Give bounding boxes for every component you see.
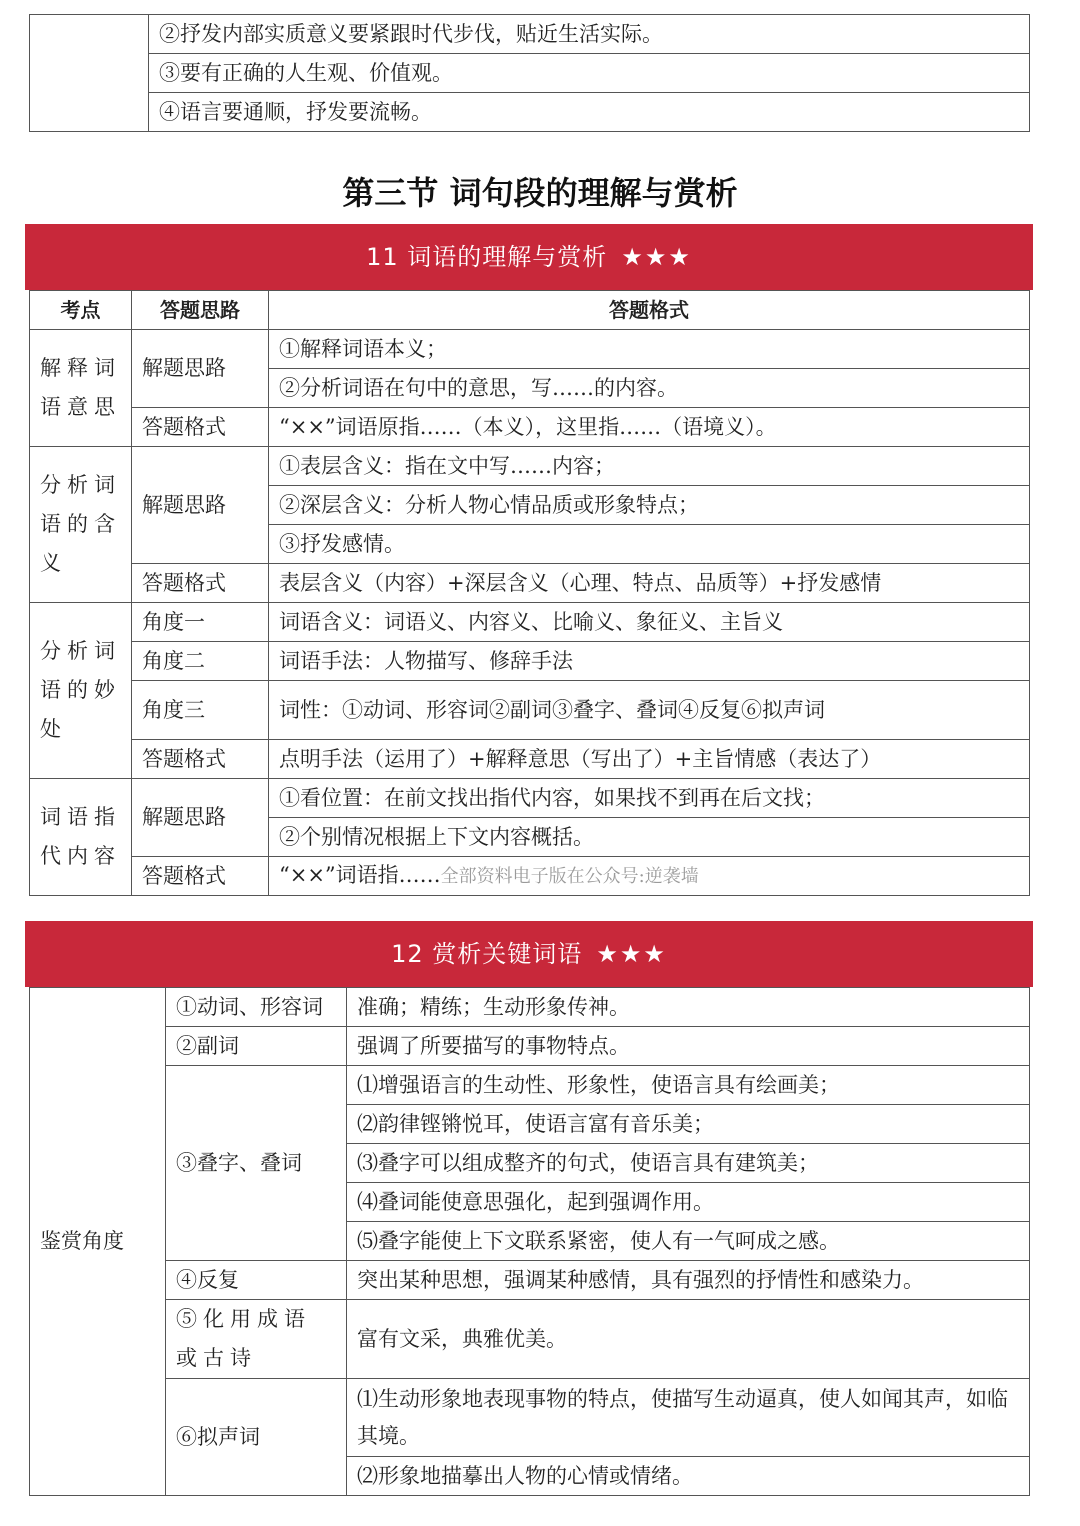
dongci-text: 准确；精练；生动形象传神。	[347, 988, 1030, 1027]
topic-word-reference: 词语指代内容	[30, 779, 132, 896]
g4-geshi: “××”词语指……	[279, 863, 441, 887]
top-row-2: ③要有正确的人生观、价值观。	[149, 54, 1030, 93]
label-geshi: 答题格式	[132, 564, 269, 603]
top-row-3: ④语言要通顺，抒发要流畅。	[149, 93, 1030, 132]
label-silu: 解题思路	[132, 330, 269, 408]
diezi-item-2: ⑵韵律铿锵悦耳，使语言富有音乐美；	[347, 1105, 1030, 1144]
chengyu-text: 富有文采，典雅优美。	[347, 1300, 1030, 1379]
label-geshi: 答题格式	[132, 857, 269, 896]
g3-geshi: 点明手法（运用了）+解释意思（写出了）+主旨情感（表达了）	[269, 740, 1030, 779]
section-title: 第三节 词句段的理解与赏析	[342, 174, 738, 212]
nisheng-item-2: ⑵形象地描摹出人物的心情或情绪。	[347, 1457, 1030, 1496]
g4-geshi-cell	[269, 857, 1030, 896]
empty-topic-cell	[30, 15, 149, 132]
label-angle-3: 角度三	[132, 681, 269, 740]
label-fuci: ②副词	[166, 1027, 347, 1066]
topic-analyze-meaning: 分析词语的含义	[30, 447, 132, 603]
header-kaodian: 考点	[30, 291, 132, 330]
top-continuation-table	[29, 14, 1030, 132]
section-banner-12	[25, 921, 1033, 987]
diezi-item-5: ⑸叠字能使上下文联系紧密，使人有一气呵成之感。	[347, 1222, 1030, 1261]
label-geshi: 答题格式	[132, 408, 269, 447]
g2-silu-1: ①表层含义：指在文中写……内容；	[269, 447, 1030, 486]
fanfu-text: 突出某种思想，强调某种感情，具有强烈的抒情性和感染力。	[347, 1261, 1030, 1300]
g4-silu-1: ①看位置：在前文找出指代内容，如果找不到再在后文找；	[269, 779, 1030, 818]
diezi-item-1: ⑴增强语言的生动性、形象性，使语言具有绘画美；	[347, 1066, 1030, 1105]
label-geshi: 答题格式	[132, 740, 269, 779]
diezi-item-3: ⑶叠字可以组成整齐的句式，使语言具有建筑美；	[347, 1144, 1030, 1183]
g1-silu-1: ①解释词语本义；	[269, 330, 1030, 369]
label-chengyu: ⑤化用成语或古诗	[166, 1300, 347, 1379]
word-understanding-table	[29, 290, 1030, 896]
top-row-1: ②抒发内部实质意义要紧跟时代步伐，贴近生活实际。	[149, 15, 1030, 54]
topic-explain-meaning: 解释词语意思	[30, 330, 132, 447]
star-rating-icon: ★★★	[596, 940, 667, 968]
fuci-text: 强调了所要描写的事物特点。	[347, 1027, 1030, 1066]
header-silu: 答题思路	[132, 291, 269, 330]
watermark-text: 全部资料电子版在公众号:逆袭墙	[440, 866, 699, 887]
label-dongci: ①动词、形容词	[166, 988, 347, 1027]
label-diezi: ③叠字、叠词	[166, 1066, 347, 1261]
g2-silu-3: ③抒发感情。	[269, 525, 1030, 564]
diezi-item-4: ⑷叠词能使意思强化，起到强调作用。	[347, 1183, 1030, 1222]
g2-geshi: 表层含义（内容）+深层含义（心理、特点、品质等）+抒发感情	[269, 564, 1030, 603]
angle-2-text: 词语手法：人物描写、修辞手法	[269, 642, 1030, 681]
star-rating-icon: ★★★	[621, 243, 692, 271]
label-fanfu: ④反复	[166, 1261, 347, 1300]
label-angle-2: 角度二	[132, 642, 269, 681]
label-angle-1: 角度一	[132, 603, 269, 642]
header-geshi: 答题格式	[269, 291, 1030, 330]
section-banner-11	[25, 224, 1033, 290]
g4-silu-2: ②个别情况根据上下文内容概括。	[269, 818, 1030, 857]
label-silu: 解题思路	[132, 779, 269, 857]
g1-geshi: “××”词语原指……（本义），这里指……（语境义）。	[269, 408, 1030, 447]
g2-silu-2: ②深层含义：分析人物心情品质或形象特点；	[269, 486, 1030, 525]
topic-appreciation-angle: 鉴赏角度	[30, 988, 166, 1496]
nisheng-item-1: ⑴生动形象地表现事物的特点，使描写生动逼真，使人如闻其声，如临其境。	[347, 1379, 1030, 1457]
banner-12-label: 12 赏析关键词语	[391, 940, 583, 968]
key-word-appreciation-table	[29, 987, 1030, 1496]
label-nisheng: ⑥拟声词	[166, 1379, 347, 1496]
label-silu: 解题思路	[132, 447, 269, 564]
g1-silu-2: ②分析词语在句中的意思，写……的内容。	[269, 369, 1030, 408]
angle-1-text: 词语含义：词语义、内容义、比喻义、象征义、主旨义	[269, 603, 1030, 642]
angle-3-text: 词性：①动词、形容词②副词③叠字、叠词④反复⑥拟声词	[269, 681, 1030, 740]
banner-11-label: 11 词语的理解与赏析	[366, 243, 608, 271]
topic-analyze-wonder: 分析词语的妙处	[30, 603, 132, 779]
